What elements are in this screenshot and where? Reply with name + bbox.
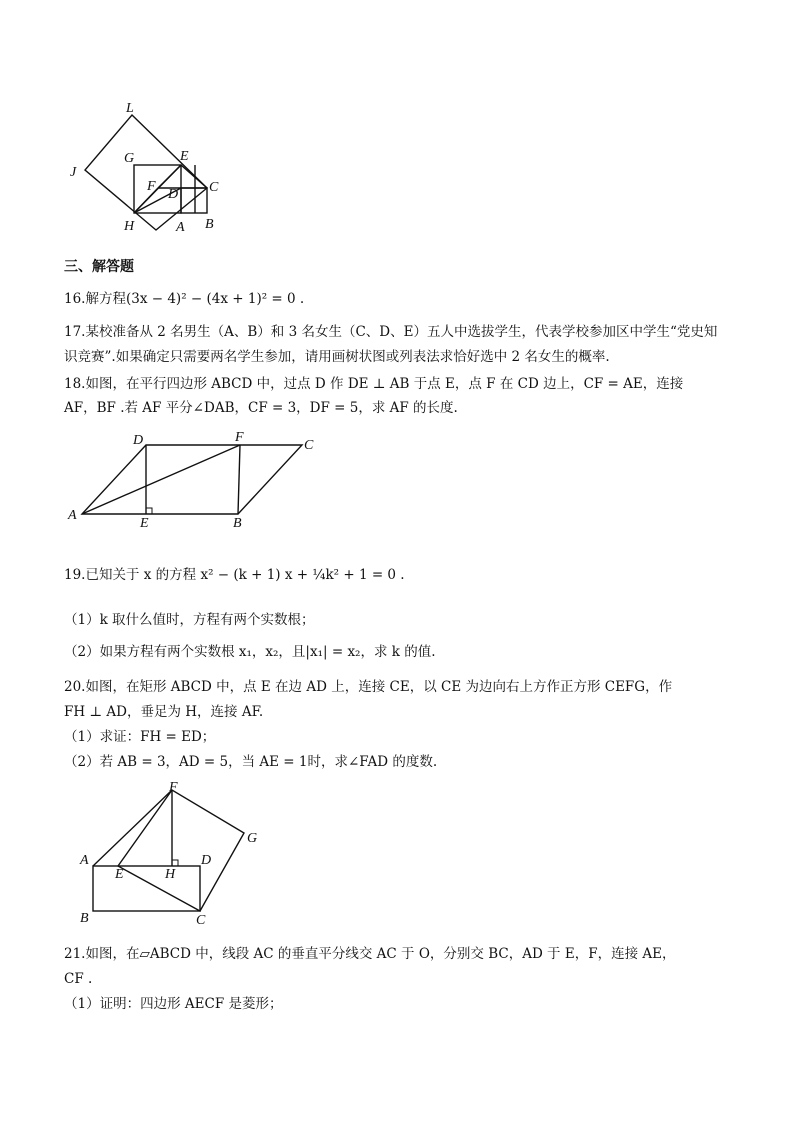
question-17-line2: 识竞赛”.如果确定只需要两名学生参加，请用画树状图或列表法求恰好选中 2 名女生的概率.: [64, 349, 610, 365]
label-A: A: [68, 508, 77, 523]
question-17-line1: 17.某校准备从 2 名男生（A、B）和 3 名女生（C、D、E）五人中选拔学生，代表学校参加区中学生“党史知: [64, 324, 718, 340]
label-A: A: [176, 220, 185, 235]
label-E: E: [115, 867, 124, 882]
label-H: H: [124, 219, 135, 234]
label-G: G: [247, 831, 258, 846]
seg-ec: [181, 165, 207, 188]
question-21-line2: CF .: [64, 971, 93, 987]
question-16: 16.解方程(3x − 4)² − (4x + 1)² = 0 .: [64, 291, 305, 307]
question-19: 19.已知关于 x 的方程 x² − (k + 1) x + ¼k² + 1 = 0 .: [64, 567, 405, 583]
parallelogram-figure: [62, 430, 322, 530]
label-D: D: [133, 433, 144, 448]
label-B: B: [80, 911, 89, 926]
label-C: C: [304, 438, 314, 453]
label-F: F: [147, 179, 156, 194]
label-D: D: [201, 853, 212, 868]
parallelogram-abcd: [82, 445, 302, 514]
label-C: C: [196, 913, 206, 928]
right-angle-e: [146, 508, 152, 514]
seg-ef: [158, 165, 181, 188]
label-L: L: [126, 101, 134, 116]
question-18-line2: AF，BF .若 AF 平分∠DAB，CF = 3，DF = 5，求 AF 的长度.: [64, 400, 458, 416]
label-A: A: [80, 853, 89, 868]
question-21-line1: 21.如图，在▱ABCD 中，线段 AC 的垂直平分线交 AC 于 O，分别交 BC，AD 于 E，F，连接 AE，: [64, 946, 676, 962]
right-angle-h: [172, 860, 178, 866]
question-20-line2: FH ⊥ AD，垂足为 H，连接 AF.: [64, 704, 264, 720]
label-E: E: [180, 149, 189, 164]
question-18-line1: 18.如图，在平行四边形 ABCD 中，过点 D 作 DE ⊥ AB 于点 E，点 F 在 CD 边上，CF = AE，连接: [64, 376, 684, 392]
question-20-part2: （2）若 AB = 3，AD = 5，当 AE = 1时，求∠FAD 的度数.: [64, 754, 438, 770]
label-E: E: [140, 516, 149, 530]
label-B: B: [205, 217, 214, 232]
seg-bf: [238, 445, 240, 514]
label-F: F: [235, 430, 244, 445]
rectangle-abcd: [93, 866, 200, 911]
question-21-part1: （1）证明：四边形 AECF 是菱形；: [64, 996, 283, 1012]
question-19-part2: （2）如果方程有两个实数根 x₁，x₂，且|x₁| = x₂，求 k 的值.: [64, 644, 436, 660]
label-C: C: [209, 180, 219, 195]
question-20-part1: （1）求证：FH = ED；: [64, 729, 216, 745]
question-19-part1: （1）k 取什么值时，方程有两个实数根；: [64, 612, 315, 628]
seg-af: [82, 445, 240, 514]
rectangle-square-figure: [72, 778, 272, 928]
label-B: B: [233, 516, 242, 530]
label-H: H: [165, 867, 176, 882]
label-J: J: [70, 165, 77, 180]
question-20-line1: 20.如图，在矩形 ABCD 中，点 E 在边 AD 上，连接 CE，以 CE 为边向右上方作正方形 CEFG，作: [64, 679, 673, 695]
label-G: G: [124, 151, 135, 166]
label-D: D: [168, 187, 179, 202]
squares-figure: [60, 92, 240, 237]
label-F: F: [169, 780, 178, 795]
seg-af: [93, 790, 172, 866]
section-title: 三、解答题: [64, 259, 134, 275]
square-cefg: [118, 790, 244, 911]
